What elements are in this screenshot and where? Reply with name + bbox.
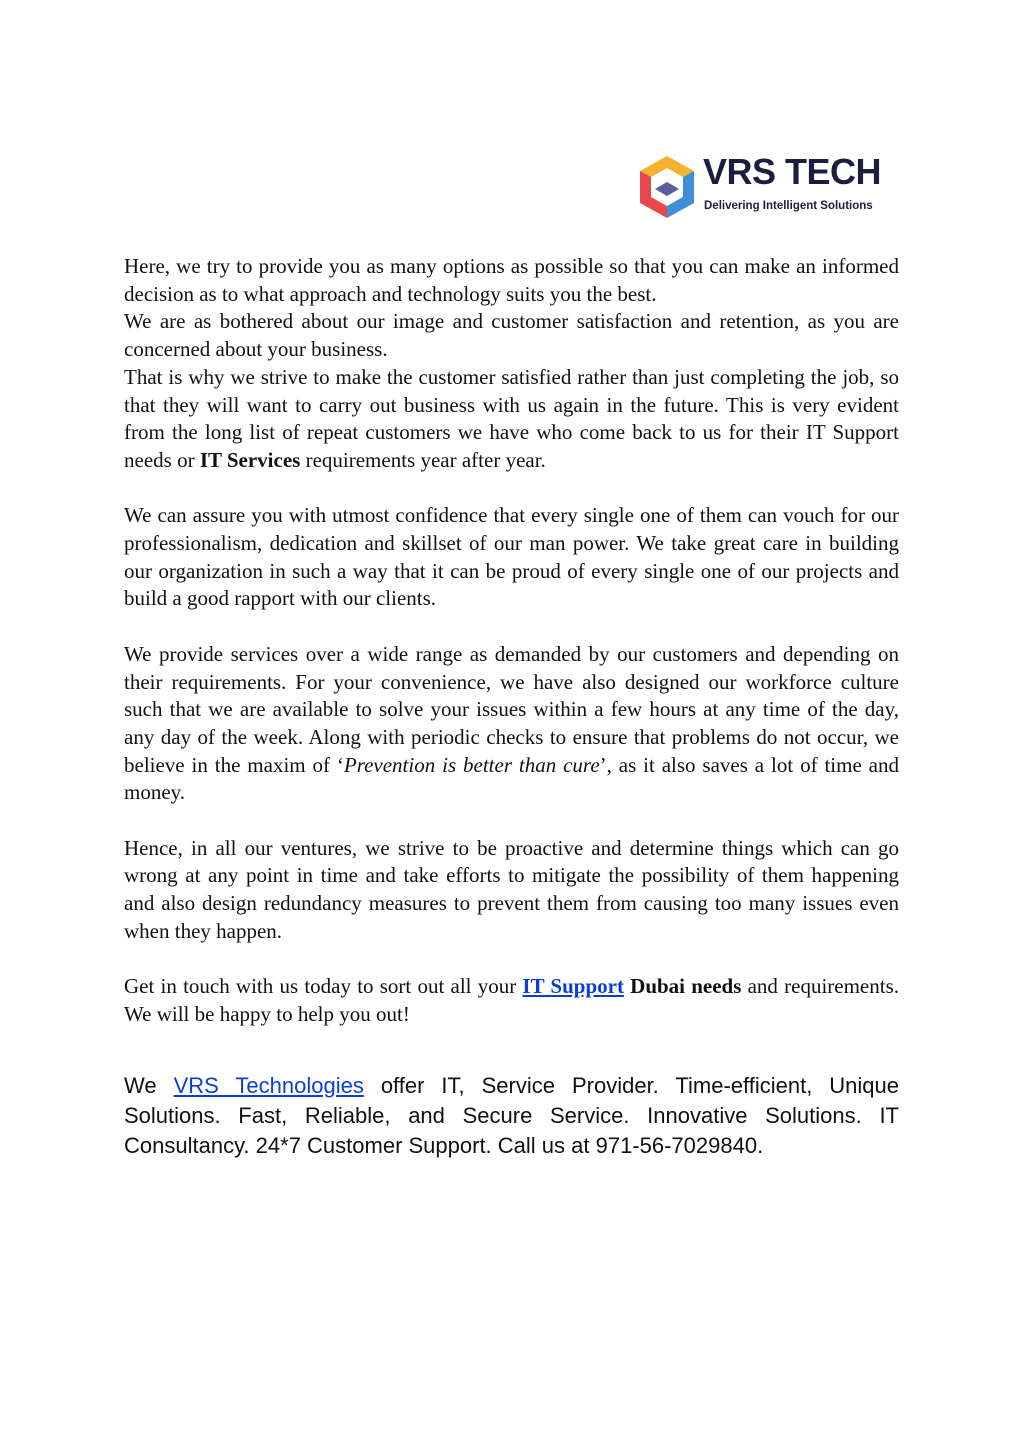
satisfaction-text: We are as bothered about our image and customer satisfaction and retention, as you are concerned about your business.	[124, 309, 899, 362]
paragraph-repeat-customers	[124, 364, 899, 475]
document-body	[124, 253, 899, 1161]
intro-text: Here, we try to provide you as many options as possible so that you can make an informed decision as to what approach and technology suits you the best.	[124, 254, 899, 306]
prevention-italic: Prevention is better than cure	[343, 752, 600, 777]
vrs-technologies-link[interactable]: VRS Technologies	[173, 1072, 364, 1098]
repeat-text-end: requirements year after year.	[300, 447, 546, 472]
vrs-tech-logo	[638, 150, 888, 222]
offer-text-end: offer IT, Service Provider. Time-efficient, Unique Solutions. Fast, Reliable, and Secure Service. Innovative Solutions. IT Consultancy. 24*7 Customer Support. Call us at 971-56-7029840.	[124, 1072, 900, 1158]
dubai-needs-bold: Dubai needs	[623, 974, 742, 999]
services-text-end: ’, as it also saves a lot of time and money.	[124, 752, 899, 805]
paragraph-assurance	[124, 502, 899, 613]
paragraph-satisfaction	[124, 308, 899, 363]
logo-brand: VRS TECH	[703, 151, 882, 192]
paragraph-services-range	[124, 641, 899, 807]
it-services-bold: IT Services	[199, 447, 301, 472]
paragraph-vrs-offer	[124, 1071, 899, 1161]
assurance-text: We can assure you with utmost confidence that every single one of them can vouch for our professionalism, dedication and skillset of our man power. We take great care in building our organization in such a way that it can be proud of every single one of our projects and build a good rapport with our clients.	[124, 503, 899, 611]
contact-text: Get in touch with us today to sort out all your	[124, 974, 523, 999]
paragraph-intro	[124, 253, 899, 308]
logo-tagline: Delivering Intelligent Solutions	[704, 200, 873, 212]
it-support-link[interactable]: IT Support	[522, 974, 624, 999]
contact-text-end: and requirements. We will be happy to help you out!	[124, 974, 900, 1026]
proactive-text: Hence, in all our ventures, we strive to be proactive and determine things which can go wrong at any point in time and take efforts to mitigate the possibility of them happening and also design redundancy measures to prevent them from causing too many issues even when they happen.	[124, 835, 899, 943]
paragraph-proactive	[124, 835, 899, 946]
offer-text: We	[124, 1072, 174, 1098]
repeat-text: That is why we strive to make the customer satisfied rather than just completing the job, so that they will want to carry out business with us again in the future. This is very evident from the long list of repeat customers we have who come back to us for their IT Support needs or	[124, 364, 899, 472]
paragraph-contact	[124, 973, 899, 1028]
services-text: We provide services over a wide range as demanded by our customers and depending on their requirements. For your convenience, we have also designed our workforce culture such that we are available to solve your issues within a few hours at any time of the day, any day of the week. Along with periodic checks to ensure that problems do not occur, we believe in the maxim of ‘	[124, 641, 899, 777]
cube-logo-icon	[638, 154, 696, 220]
